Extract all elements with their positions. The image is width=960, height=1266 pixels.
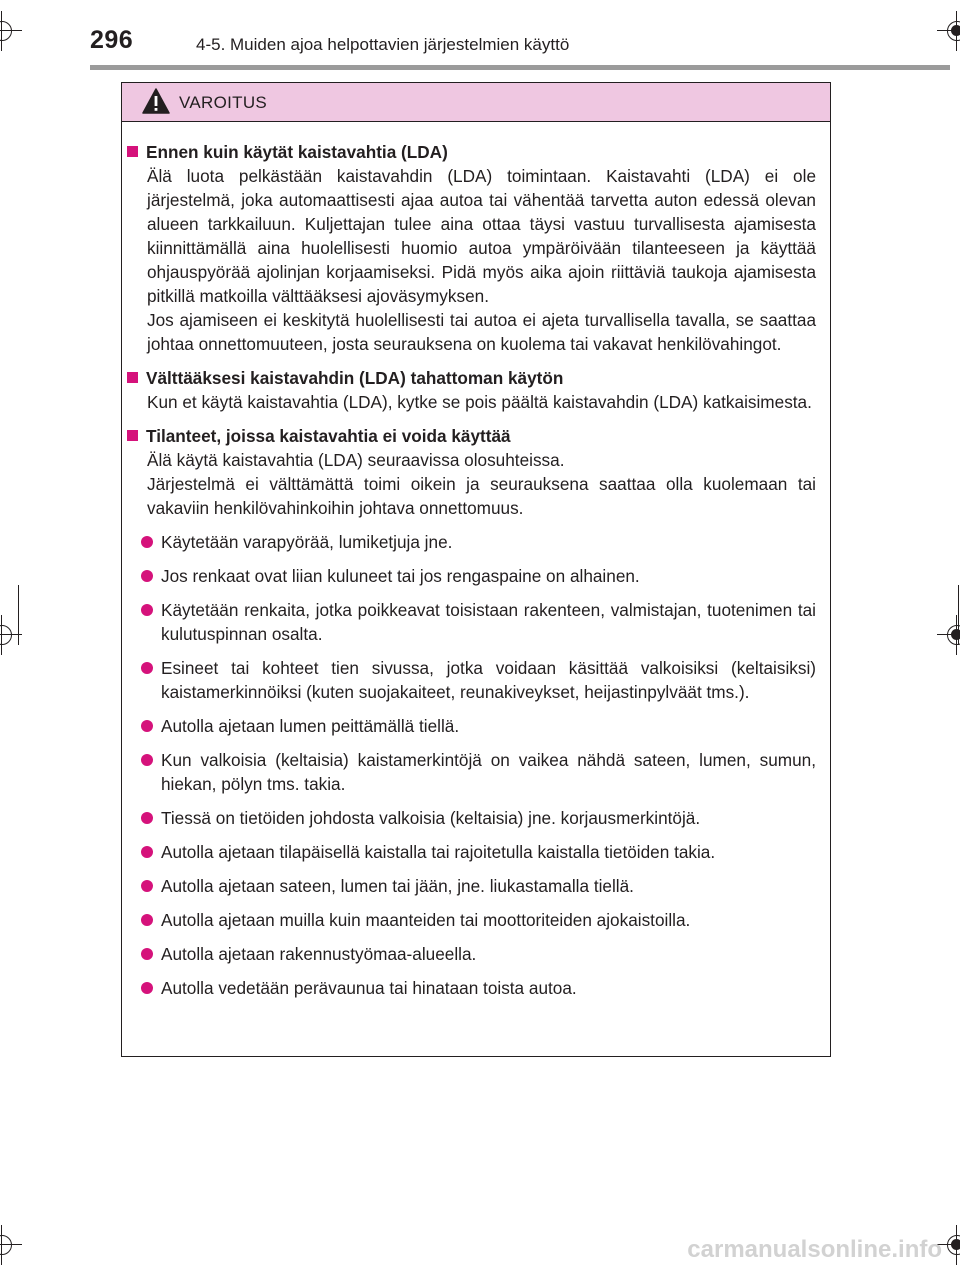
list-item: Autolla vedetään perävaunua tai hinataan toista autoa.: [141, 976, 816, 1000]
paragraph: Järjestelmä ei välttämättä toimi oikein ja seurauksena saattaa olla kuolemaan tai vakaviin henkilövahinkoihin johtava onnettomuus.: [147, 474, 816, 518]
dot-bullet-icon: [141, 948, 153, 960]
paragraph: Älä käytä kaistavahtia (LDA) seuraavissa olosuhteissa.: [147, 450, 565, 470]
dot-bullet-icon: [141, 812, 153, 824]
warning-label: VAROITUS: [179, 93, 268, 112]
page-header-title: 4-5. Muiden ajoa helpottavien järjestelmien käyttö: [196, 35, 570, 54]
crop-mark-top-left: [0, 11, 22, 51]
dot-bullet-icon: [141, 720, 153, 732]
warning-header: [122, 83, 830, 122]
list-item: Autolla ajetaan tilapäisellä kaistalla tai rajoitetulla kaistalla tietöiden takia.: [141, 840, 816, 864]
warning-box: [121, 82, 831, 1057]
dot-bullet-icon: [141, 754, 153, 766]
paragraph: Jos ajamiseen ei keskitytä huolellisesti tai autoa ei ajeta turvallisella tavalla, se saattaa johtaa onnettomuuteen, josta seurauksena on kuolema tai vakavat henkilövahingot.: [147, 310, 816, 354]
header-rule: [90, 65, 950, 70]
paragraph: Kun et käytä kaistavahtia (LDA), kytke se pois päältä kaistavahdin (LDA) katkaisimesta.: [147, 392, 812, 412]
crop-mark-mid-right: [937, 615, 960, 655]
list-item: Tiessä on tietöiden johdosta valkoisia (keltaisia) jne. korjausmerkintöjä.: [141, 806, 816, 830]
dot-bullet-icon: [141, 880, 153, 892]
crop-mark-top-right: [937, 11, 960, 51]
square-bullet-icon: [127, 146, 138, 157]
dot-bullet-icon: [141, 570, 153, 582]
dot-bullet-icon: [141, 604, 153, 616]
page-number: 296: [90, 26, 134, 54]
trim-line-right-mid: [958, 585, 959, 645]
list-item: Autolla ajetaan muilla kuin maanteiden tai moottoriteiden ajokaistoilla.: [141, 908, 816, 932]
list-item: Käytetään varapyörää, lumiketjuja jne.: [141, 530, 816, 554]
section-title: Ennen kuin käytät kaistavahtia (LDA): [127, 140, 816, 164]
list-item: Jos renkaat ovat liian kuluneet tai jos rengaspaine on alhainen.: [141, 564, 816, 588]
square-bullet-icon: [127, 372, 138, 383]
list-item: Autolla ajetaan rakennustyömaa-alueella.: [141, 942, 816, 966]
warning-content: [122, 122, 830, 1000]
dot-bullet-icon: [141, 846, 153, 858]
list-item: Esineet tai kohteet tien sivussa, jotka voidaan käsittää valkoisiksi (keltaisiksi) kaistamerkinnöiksi (kuten suojakaiteet, reunakiveykset, heijastinpylväät tms.).: [141, 656, 816, 704]
section-prevent-accidental-use: [127, 366, 816, 414]
warning-triangle-icon: [142, 88, 170, 114]
crop-mark-bottom-left: [0, 1225, 22, 1265]
section-title: Välttääksesi kaistavahdin (LDA) tahattoman käytön: [127, 366, 816, 390]
list-item: Autolla ajetaan lumen peittämällä tiellä.: [141, 714, 816, 738]
list-item: Autolla ajetaan sateen, lumen tai jään, jne. liukastamalla tiellä.: [141, 874, 816, 898]
dot-bullet-icon: [141, 536, 153, 548]
section-title: Tilanteet, joissa kaistavahtia ei voida käyttää: [127, 424, 816, 448]
dot-bullet-icon: [141, 982, 153, 994]
watermark[interactable]: carmanualsonline.info: [687, 1236, 942, 1263]
paragraph: Älä luota pelkästään kaistavahdin (LDA) toimintaan. Kaistavahti (LDA) ei ole järjestelmä, joka automaattisesti ajaa autoa tai vähentää tarvetta auton edessä olevan alueen tarkkailuun. Kuljettajan tulee aina ottaa täysi vastuu turvallisesta ajamisesta kiinnittämällä aina huolellisesti huomio autoa ympäröivään tilanteeseen ja käyttää ohjauspyörää ajolinjan korjaamiseksi. Pidä myös aika ajoin riittäviä taukoja ajamisesta pitkillä matkoilla välttääksesi ajoväsymyksen.: [147, 166, 816, 306]
list-item: Kun valkoisia (keltaisia) kaistamerkintöjä on vaikea nähdä sateen, lumen, sumun, hiekan, pölyn tms. takia.: [141, 748, 816, 796]
section-before-use: [127, 140, 816, 356]
trim-line-left-mid: [18, 585, 19, 645]
dot-bullet-icon: [141, 914, 153, 926]
list-item: Käytetään renkaita, jotka poikkeavat toisistaan rakenteen, valmistajan, tuotenimen tai kulutuspinnan osalta.: [141, 598, 816, 646]
section-unusable-conditions: [127, 424, 816, 1000]
square-bullet-icon: [127, 430, 138, 441]
dot-bullet-icon: [141, 662, 153, 674]
